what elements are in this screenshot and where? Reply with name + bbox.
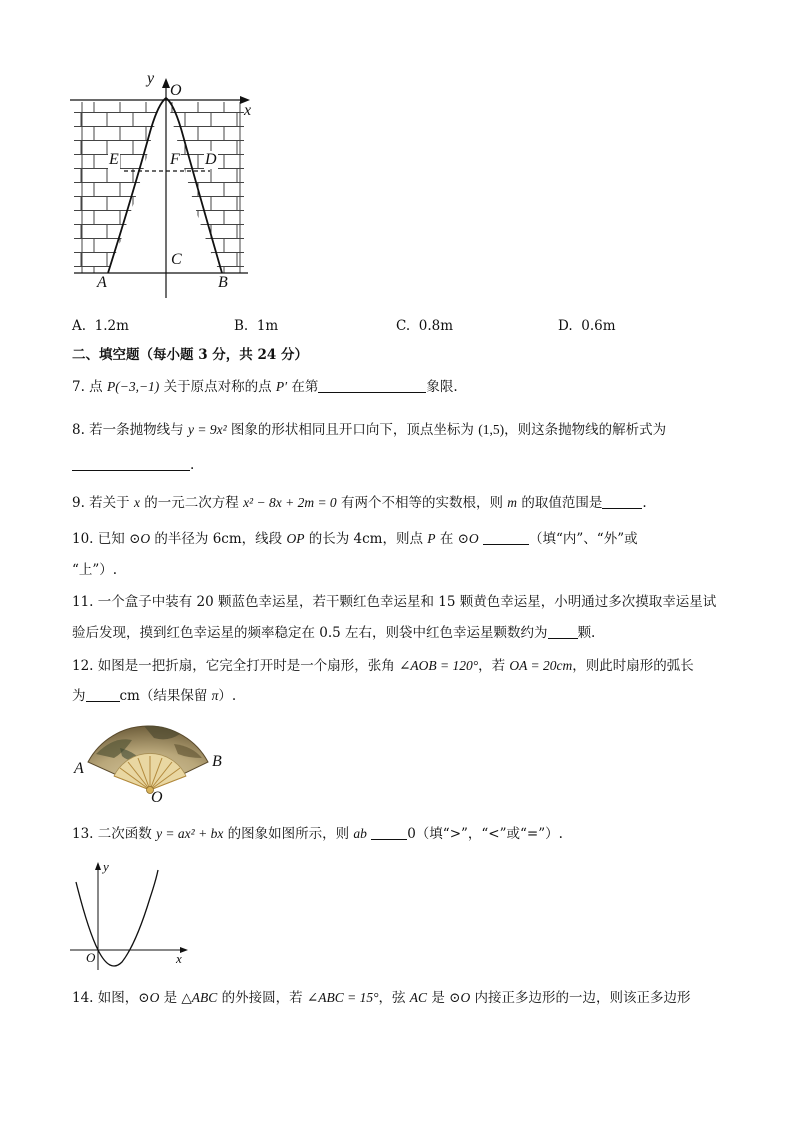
label-y: y	[147, 70, 155, 87]
answer-blank-10[interactable]	[483, 530, 529, 545]
fan-label-o: O	[151, 789, 163, 806]
label-f: F	[170, 151, 180, 168]
parabola-graph-13	[66, 858, 192, 972]
question-11-line1: 11. 一个盒子中装有 20 颗蓝色幸运星，若干颗红色幸运星和 15 颗黄色幸运星，小明通过多次摸取幸运星试	[72, 594, 717, 610]
choice-b[interactable]: B. 1m	[234, 318, 279, 334]
graph-label-o: O	[86, 950, 96, 965]
arch-figure	[62, 70, 262, 302]
question-12-line1: 12. 如图是一把折扇，它完全打开时是一个扇形，张角 ∠AOB = 120°，若 OA = 20cm，则此时扇形的弧长	[72, 658, 694, 674]
label-e: E	[109, 151, 119, 168]
label-a: A	[97, 274, 107, 291]
graph-label-y: y	[103, 859, 109, 874]
choice-a[interactable]: A. 1.2m	[72, 318, 129, 334]
question-7: 7. 点 P(−3,−1) 关于原点对称的点 P′ 在第 象限.	[72, 379, 458, 395]
label-d: D	[205, 151, 217, 168]
label-b: B	[218, 274, 228, 291]
fan-label-a: A	[74, 760, 84, 777]
question-11-line2: 验后发现，摸到红色幸运星的频率稳定在 0.5 左右，则袋中红色幸运星颗数约为 颗.	[72, 625, 596, 641]
answer-blank-11[interactable]	[548, 624, 578, 639]
answer-blank-13[interactable]	[371, 825, 407, 840]
choice-d[interactable]: D. 0.6m	[558, 318, 616, 334]
question-10-line2: “上”）.	[72, 562, 118, 578]
label-x: x	[244, 102, 252, 119]
question-14: 14. 如图，⊙O 是 △ABC 的外接圆，若 ∠ABC = 15°，弦 AC 是 ⊙O 内接正多边形的一边，则该正多边形	[72, 990, 691, 1006]
label-c: C	[171, 251, 182, 268]
question-10-line1: 10. 已知 ⊙O 的半径为 6cm，线段 OP 的长为 4cm，则点 P 在 ⊙O （填“内”、“外”或	[72, 531, 638, 547]
fan-label-b: B	[212, 753, 222, 770]
question-9: 9. 若关于 x 的一元二次方程 x² − 8x + 2m = 0 有两个不相等的实数根，则 m 的取值范围是 .	[72, 495, 647, 511]
label-o: O	[170, 82, 182, 99]
answer-blank-8[interactable]	[72, 456, 190, 471]
answer-blank-7[interactable]	[318, 378, 426, 393]
question-12-line2: 为 cm（结果保留 π）.	[72, 688, 237, 704]
folding-fan-figure	[84, 718, 214, 798]
question-8-line2: .	[72, 456, 194, 474]
graph-label-x: x	[176, 951, 182, 966]
section-title: 二、填空题（每小题 3 分，共 24 分）	[72, 347, 308, 363]
answer-blank-12[interactable]	[86, 687, 120, 702]
choice-c[interactable]: C. 0.8m	[396, 318, 454, 334]
answer-blank-9[interactable]	[602, 494, 642, 509]
question-8-line1: 8. 若一条抛物线与 y = 9x² 图象的形状相同且开口向下，顶点坐标为 (1,5)，则这条抛物线的解析式为	[72, 422, 667, 438]
question-13: 13. 二次函数 y = ax² + bx 的图象如图所示，则 ab 0（填“>”，“<”或“=”）.	[72, 826, 563, 842]
